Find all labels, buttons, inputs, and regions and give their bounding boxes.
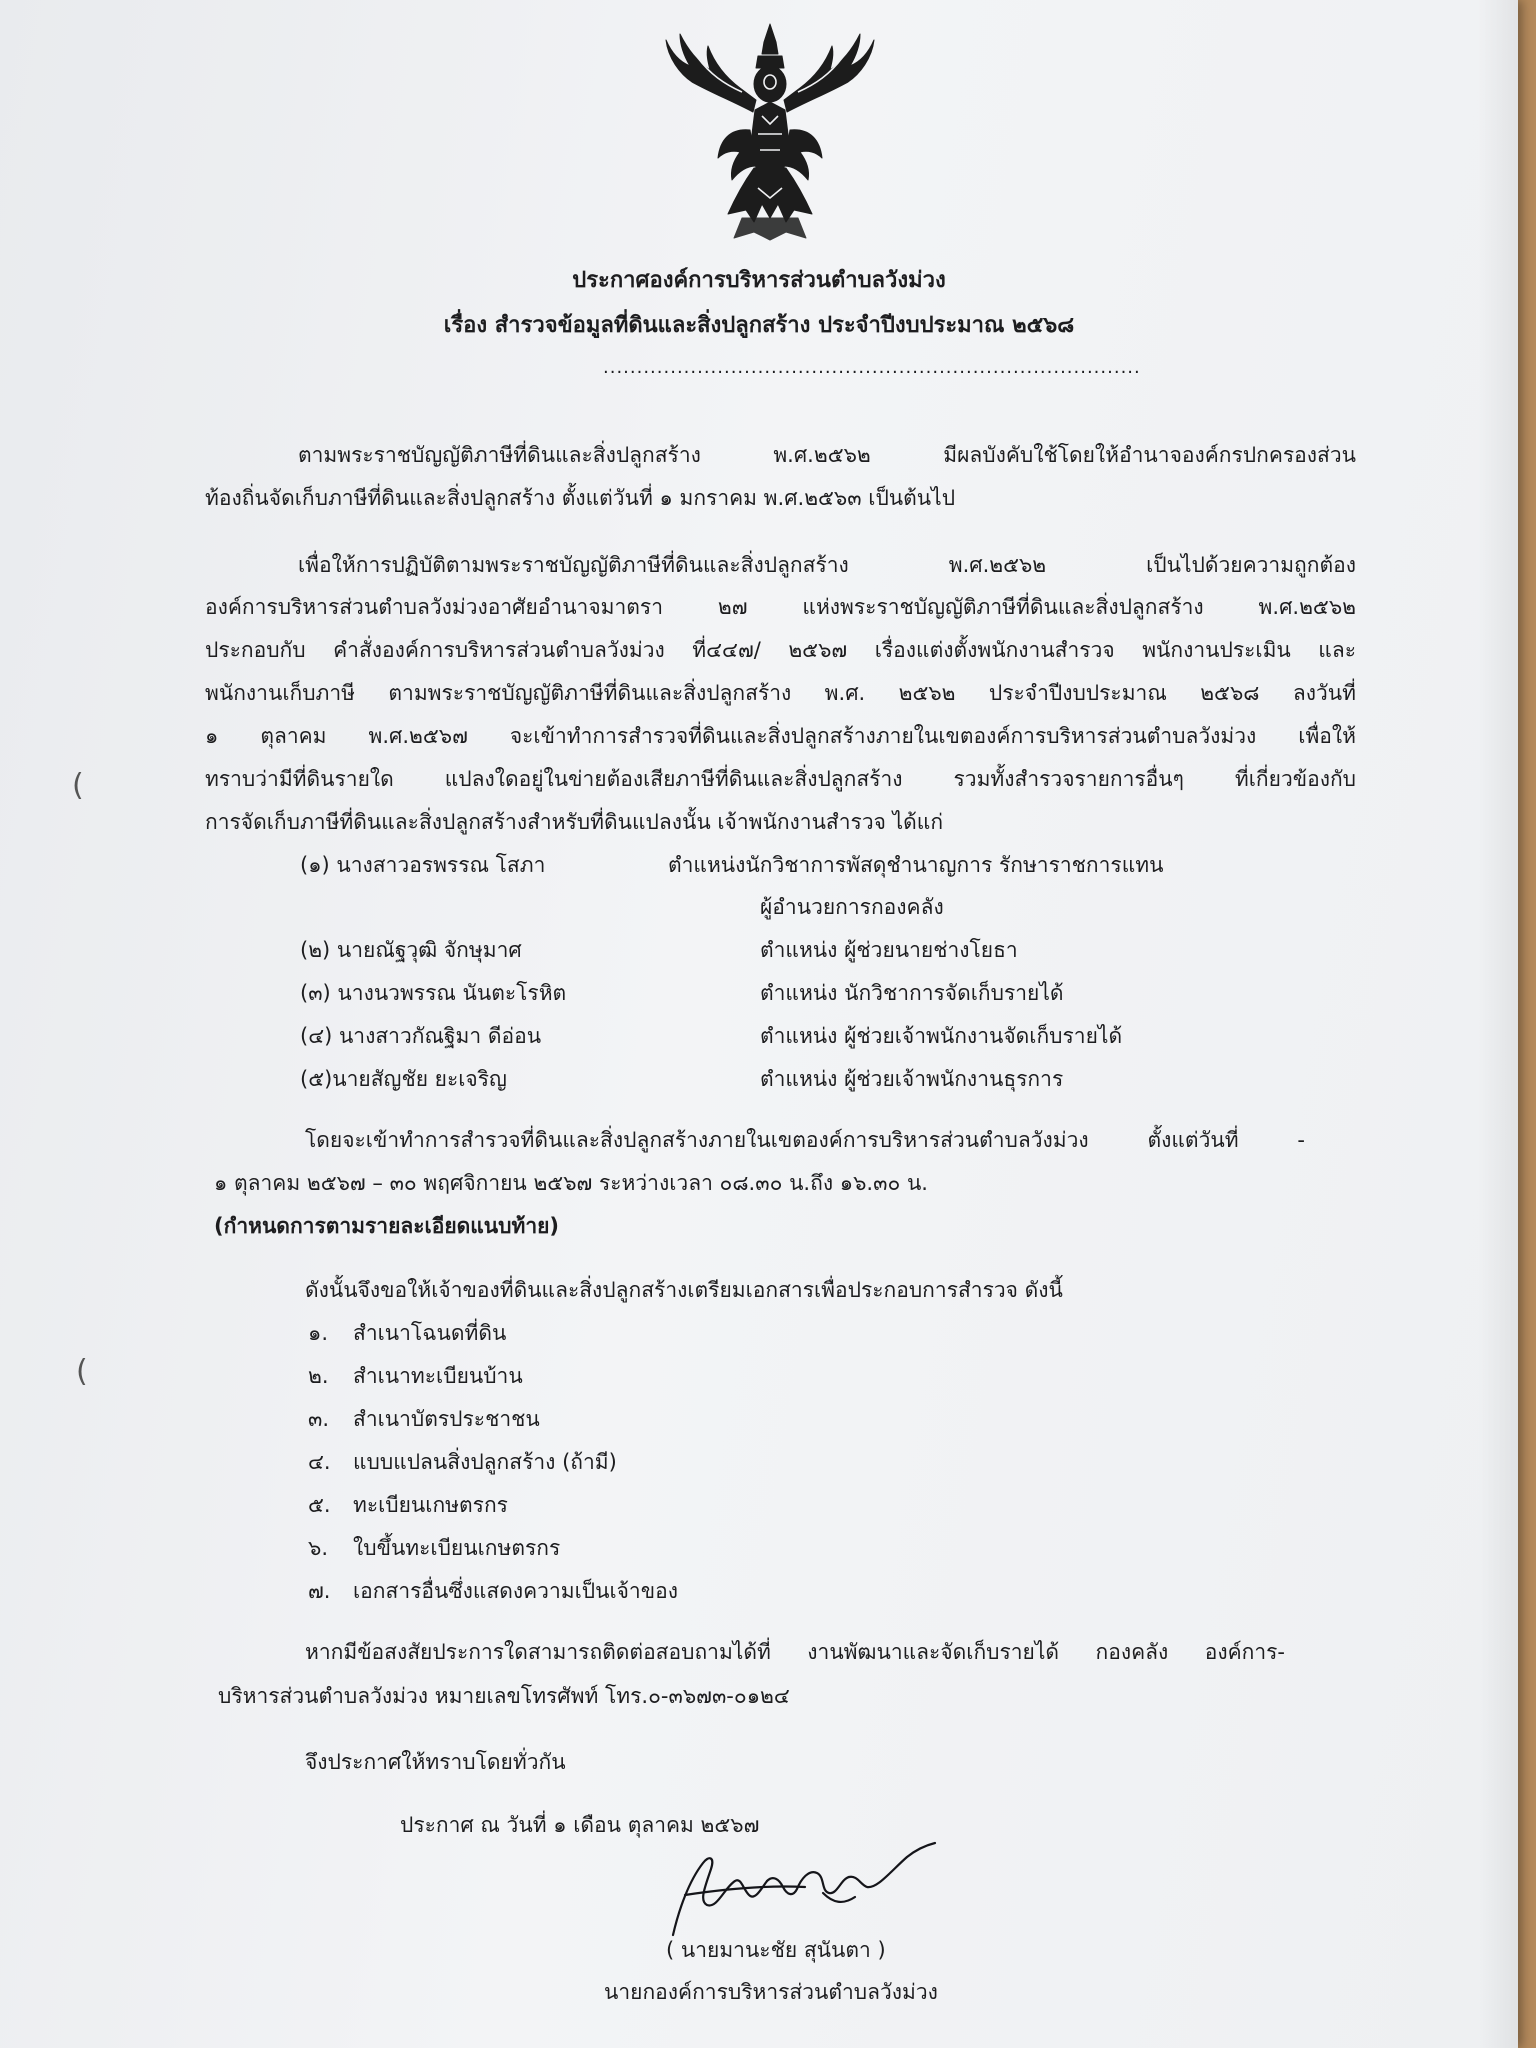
staff-position-1: ตำแหน่งนักวิชาการพัสดุชำนาญการ รักษาราชการแทน (668, 853, 1164, 877)
documents-intro: ดังนั้นจึงขอให้เจ้าของที่ดินและสิ่งปลูกสร้างเตรียมเอกสารเพื่อประกอบการสำรวจ ดังนี้ (305, 1278, 1063, 1302)
document-item-1: สำเนาโฉนดที่ดิน (353, 1321, 507, 1345)
document-num-6: ๖. (308, 1536, 329, 1560)
schedule-note: (กำหนดการตามรายละเอียดแนบท้าย) (214, 1214, 560, 1238)
closing-statement: จึงประกาศให้ทราบโดยทั่วกัน (305, 1750, 566, 1774)
contact-line-1: หากมีข้อสงสัยประการใดสามารถติดต่อสอบถามได้ที่ งานพัฒนาและจัดเก็บรายได้ กองคลัง องค์การ- (305, 1640, 1285, 1664)
staff-position-3: ตำแหน่ง นักวิชาการจัดเก็บรายได้ (760, 981, 1064, 1005)
title-divider: ................................................................................ (603, 357, 1141, 378)
para2-line-6: ทราบว่ามีที่ดินรายใด แปลงใดอยู่ในข่ายต้องเสียภาษีที่ดินและสิ่งปลูกสร้าง รวมทั้งสำรวจรายการอื่นๆ ที่เกี่ยวข้องกับ (205, 767, 1356, 791)
document-item-6: ใบขึ้นทะเบียนเกษตรกร (353, 1536, 561, 1560)
staff-position-4: ตำแหน่ง ผู้ช่วยเจ้าพนักงานจัดเก็บรายได้ (760, 1024, 1123, 1048)
staff-position-2: ตำแหน่ง ผู้ช่วยนายช่างโยธา (760, 938, 1018, 962)
document-subject: เรื่อง สำรวจข้อมูลที่ดินและสิ่งปลูกสร้าง ประจำปีงบประมาณ ๒๕๖๘ (443, 313, 1075, 338)
staff-name-5: (๕)นายสัญชัย ยะเจริญ (300, 1067, 507, 1091)
punch-mark: ( (72, 768, 84, 803)
signer-title: นายกองค์การบริหารส่วนตำบลวังม่วง (604, 1980, 938, 2004)
staff-name-4: (๔) นางสาวกัณฐิมา ดีอ่อน (300, 1024, 542, 1048)
para2-line-5: ๑ ตุลาคม พ.ศ.๒๕๖๗ จะเข้าทำการสำรวจที่ดินและสิ่งปลูกสร้างภายในเขตองค์การบริหารส่วนตำบลวังม่วง เพื่อให้ (205, 724, 1356, 748)
para2-line-4: พนักงานเก็บภาษี ตามพระราชบัญญัติภาษีที่ดินและสิ่งปลูกสร้าง พ.ศ. ๒๕๖๒ ประจำปีงบประมาณ ๒๕๖๘ ลงวันที่ (205, 681, 1356, 705)
handwritten-signature (655, 1835, 945, 1945)
document-item-2: สำเนาทะเบียนบ้าน (353, 1364, 523, 1388)
garuda-emblem-icon (658, 18, 882, 242)
staff-position-1-cont: ผู้อำนวยการกองคลัง (760, 895, 944, 919)
staff-name-3: (๓) นางนวพรรณ นันตะโรหิต (300, 981, 567, 1005)
para3-line-1: โดยจะเข้าทำการสำรวจที่ดินและสิ่งปลูกสร้างภายในเขตองค์การบริหารส่วนตำบลวังม่วง ตั้งแต่วันที่ - (305, 1128, 1305, 1152)
para2-line-7: การจัดเก็บภาษีที่ดินและสิ่งปลูกสร้างสำหรับที่ดินแปลงนั้น เจ้าพนักงานสำรวจ ได้แก่ (205, 810, 944, 834)
para1-line-1: ตามพระราชบัญญัติภาษีที่ดินและสิ่งปลูกสร้าง พ.ศ.๒๕๖๒ มีผลบังคับใช้โดยให้อำนาจองค์กรปกครองส่วน (298, 443, 1356, 467)
document-title: ประกาศองค์การบริหารส่วนตำบลวังม่วง (572, 268, 946, 293)
para1-line-2: ท้องถิ่นจัดเก็บภาษีที่ดินและสิ่งปลูกสร้าง ตั้งแต่วันที่ ๑ มกราคม พ.ศ.๒๕๖๓ เป็นต้นไป (205, 486, 956, 510)
para3-line-2: ๑ ตุลาคม ๒๕๖๗ – ๓๐ พฤศจิกายน ๒๕๖๗ ระหว่างเวลา ๐๘.๓๐ น.ถึง ๑๖.๓๐ น. (214, 1171, 928, 1195)
contact-line-2: บริหารส่วนตำบลวังม่วง หมายเลขโทรศัพท์ โทร.๐-๓๖๗๓-๐๑๒๔ (218, 1684, 790, 1708)
document-item-3: สำเนาบัตรประชาชน (353, 1407, 540, 1431)
document-num-7: ๗. (308, 1579, 331, 1603)
document-num-2: ๒. (308, 1364, 329, 1388)
staff-name-2: (๒) นายณัฐวุฒิ จักษุมาศ (300, 938, 522, 962)
document-item-4: แบบแปลนสิ่งปลูกสร้าง (ถ้ามี) (353, 1450, 617, 1474)
para2-line-3: ประกอบกับ คำสั่งองค์การบริหารส่วนตำบลวังม่วง ที่๔๔๗/ ๒๕๖๗ เรื่องแต่งตั้งพนักงานสำรวจ พนักงานประเมิน และ (205, 638, 1356, 662)
document-item-5: ทะเบียนเกษตรกร (353, 1493, 508, 1517)
document-num-4: ๔. (308, 1450, 331, 1474)
staff-name-1: (๑) นางสาวอรพรรณ โสภา (300, 853, 546, 877)
document-num-1: ๑. (308, 1321, 329, 1345)
announce-date: ประกาศ ณ วันที่ ๑ เดือน ตุลาคม ๒๕๖๗ (400, 1813, 760, 1837)
punch-mark: ( (76, 1354, 88, 1389)
document-item-7: เอกสารอื่นซึ่งแสดงความเป็นเจ้าของ (353, 1579, 678, 1603)
document-num-5: ๕. (308, 1493, 331, 1517)
signer-name: ( นายมานะชัย สุนันตา ) (666, 1938, 886, 1962)
document-num-3: ๓. (308, 1407, 330, 1431)
staff-position-5: ตำแหน่ง ผู้ช่วยเจ้าพนักงานธุรการ (760, 1067, 1064, 1091)
para2-line-1: เพื่อให้การปฏิบัติตามพระราชบัญญัติภาษีที่ดินและสิ่งปลูกสร้าง พ.ศ.๒๕๖๒ เป็นไปด้วยความถูกต้อง (298, 553, 1356, 577)
para2-line-2: องค์การบริหารส่วนตำบลวังม่วงอาศัยอำนาจมาตรา ๒๗ แห่งพระราชบัญญัติภาษีที่ดินและสิ่งปลูกสร้าง พ.ศ.๒๕๖๒ (205, 595, 1356, 619)
